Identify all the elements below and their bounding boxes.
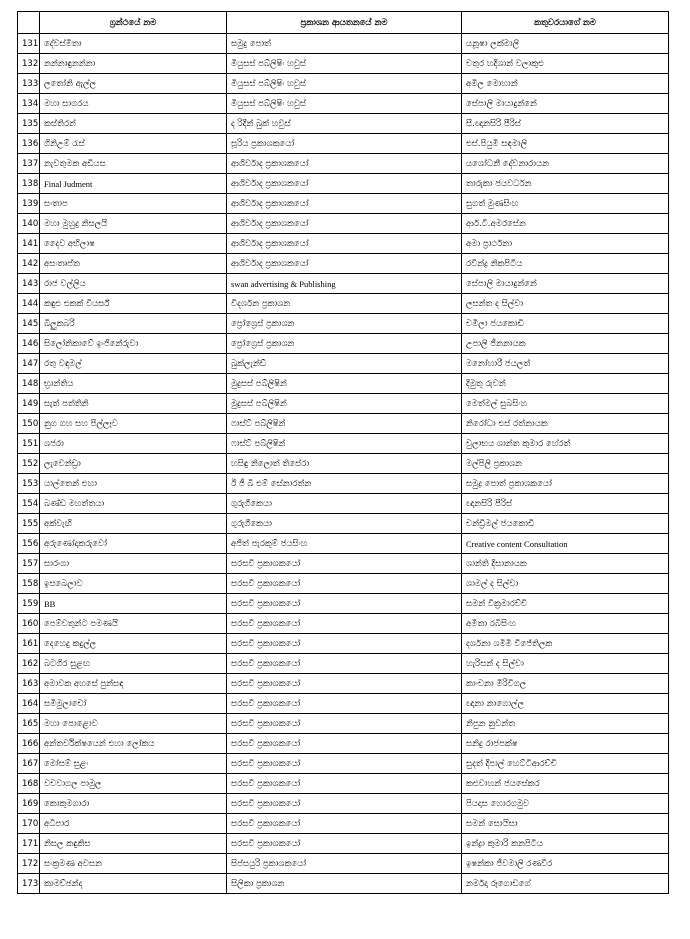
author-name: යනූෂා ලක්මාලි	[462, 34, 669, 54]
book-title: ලැවෙන්ඩ්‍රා	[40, 454, 227, 474]
table-row	[18, 534, 669, 554]
book-title: සංතාප	[40, 194, 227, 214]
book-title: අක්වැඟි	[40, 514, 227, 534]
row-number: 146	[18, 334, 40, 354]
book-title: පෙම්වතුන්ට පමණයි	[40, 614, 227, 634]
publisher-name: සරසවි ප්‍රකාශකයෝ	[227, 714, 462, 734]
book-title: මෝසම් සුළං	[40, 754, 227, 774]
row-number: 171	[18, 834, 40, 854]
publisher-name: සරසවි ප්‍රකාශකයෝ	[227, 794, 462, 814]
table-row	[18, 574, 669, 594]
row-number: 132	[18, 54, 40, 74]
publisher-name: සිප්සයුරි ප්‍රකාශකයෝ	[227, 854, 462, 874]
publisher-name: සරසවි ප්‍රකාශකයෝ	[227, 674, 462, 694]
book-title: මහා මුහුදු නිසලයි	[40, 214, 227, 234]
book-title: බිලුකබරි	[40, 314, 227, 334]
author-name: ඉන්ද්‍රා කුමාරි කනපිටිය	[462, 834, 669, 854]
table-body	[18, 34, 669, 894]
row-number: 153	[18, 474, 40, 494]
book-title: කස්තිරන්	[40, 114, 227, 134]
publisher-name: ද රිදීන් බුක් හවුස්	[227, 114, 462, 134]
book-title: දෙහෙදු කදුල්ල	[40, 634, 227, 654]
author-name: නිපුන නුවන්ත	[462, 714, 669, 734]
publisher-name: සරසවි ප්‍රකාශකයෝ	[227, 754, 462, 774]
publisher-name: ගුරුගීකෙයා	[227, 494, 462, 514]
table-row	[18, 134, 669, 154]
author-name: හැරිසන් ද සිල්වා	[462, 654, 669, 674]
table-row	[18, 794, 669, 814]
publisher-name: ආශිර්වාද ප්‍රකාශකයෝ	[227, 174, 462, 194]
table-row	[18, 54, 669, 74]
row-number: 159	[18, 594, 40, 614]
row-number: 163	[18, 674, 40, 694]
table-row	[18, 294, 669, 314]
row-number: 152	[18, 454, 40, 474]
book-title: අධිපාර	[40, 814, 227, 834]
publisher-name: ප්‍රෝග්‍රෙස් ප්‍රකාශන	[227, 334, 462, 354]
table-row	[18, 774, 669, 794]
author-name: චුලාභය ශාන්ත කුමාර හේරත්	[462, 434, 669, 454]
row-number: 144	[18, 294, 40, 314]
table-row	[18, 354, 669, 374]
table-row	[18, 34, 669, 54]
table-row	[18, 194, 669, 214]
table-row	[18, 874, 669, 894]
book-title: සාරංගා	[40, 554, 227, 574]
row-number: 168	[18, 774, 40, 794]
header-author: කතුවරයාගේ නම	[462, 12, 669, 34]
publisher-name: ප්‍රෝග්‍රෙස් ප්‍රකාශන	[227, 314, 462, 334]
row-number: 158	[18, 574, 40, 594]
author-name: අමා ප්‍රාර්ථනා	[462, 234, 669, 254]
table-row	[18, 634, 669, 654]
author-name: චමිලා ජයකොඩි	[462, 314, 669, 334]
book-title: BB	[40, 594, 227, 614]
row-number: 150	[18, 414, 40, 434]
table-row	[18, 394, 669, 414]
book-title: රාජ වල්ලිය	[40, 274, 227, 294]
table-row	[18, 234, 669, 254]
publisher-name: සරසවි ප්‍රකාශකයෝ	[227, 634, 462, 654]
publisher-name: ආශිර්වාද ප්‍රකාශකයෝ	[227, 254, 462, 274]
book-title: අමාවක අහසේ පුන්සඳ	[40, 674, 227, 694]
author-name: සේපාලි මායාදුන්නේ	[462, 94, 669, 114]
table-row	[18, 734, 669, 754]
author-name: ලසන්ත ද සිල්වා	[462, 294, 669, 314]
row-number: 151	[18, 434, 40, 454]
author-name: සමන් වික්‍රමාරච්චි	[462, 594, 669, 614]
table-row	[18, 374, 669, 394]
author-name: මල්පිලි ප්‍රකාශන	[462, 454, 669, 474]
author-name: කාංචනා මිරිවිගල	[462, 674, 669, 694]
table-row	[18, 214, 669, 234]
table-row	[18, 334, 669, 354]
author-name: යශෝධනී දේවනාරායන	[462, 154, 669, 174]
author-name: සේපාලි මායාදුන්නේ	[462, 274, 669, 294]
table-row	[18, 674, 669, 694]
table-row	[18, 654, 669, 674]
book-title: වචවාගල පාමුල	[40, 774, 227, 794]
publisher-name: සරසවි ප්‍රකාශකයෝ	[227, 814, 462, 834]
row-number: 137	[18, 154, 40, 174]
author-name: සුදත් දීපාල් හෙට්ටිආරච්චි	[462, 754, 669, 774]
publisher-name: සරසවි ප්‍රකාශකයෝ	[227, 834, 462, 854]
table-row	[18, 434, 669, 454]
publisher-name: ආශිර්වාද ප්‍රකාශකයෝ	[227, 214, 462, 234]
row-number: 143	[18, 274, 40, 294]
book-title: යාල්තෙන් එහා	[40, 474, 227, 494]
row-number: 161	[18, 634, 40, 654]
publisher-name: අජිත් පැරකුම් ජයසිංහ	[227, 534, 462, 554]
author-name: සනිදු රාජපක්ෂ	[462, 734, 669, 754]
author-name: එස්.පියුමි සඳමාලි	[462, 134, 669, 154]
books-table	[17, 11, 669, 894]
row-number: 164	[18, 694, 40, 714]
table-row	[18, 174, 669, 194]
author-name: ශාමල් ද සිල්වා	[462, 574, 669, 594]
book-title: කොකුමගාරා	[40, 794, 227, 814]
table-row	[18, 514, 669, 534]
row-number: 148	[18, 374, 40, 394]
author-name: සමන් සොයිසා	[462, 814, 669, 834]
author-name: ඥානා නාගොල්ල	[462, 694, 669, 714]
author-name: සුගත් මුණසිංහ	[462, 194, 669, 214]
author-name: ශාන්ති දිසානායක	[462, 554, 669, 574]
author-name: නර්මදා රූගොඩගේ	[462, 874, 669, 894]
publisher-name: සිලිකා ප්‍රකාශන	[227, 874, 462, 894]
publisher-name: සරසවි ප්‍රකාශකයෝ	[227, 654, 462, 674]
table-row	[18, 614, 669, 634]
author-name: සී.ඥානසිරි පීරිස්	[462, 114, 669, 134]
table-row	[18, 814, 669, 834]
author-name: දර්ශනා ශමිමි විජේතිලක	[462, 634, 669, 654]
book-title: දේවස්මිතා	[40, 34, 227, 54]
row-number: 154	[18, 494, 40, 514]
row-number: 135	[18, 114, 40, 134]
row-number: 172	[18, 854, 40, 874]
publisher-name: ෆාස්ට් පබ්ලිෂින්	[227, 414, 462, 434]
publisher-name: සරසවි ප්‍රකාශකයෝ	[227, 594, 462, 614]
row-number: 165	[18, 714, 40, 734]
author-name: දිමුතු රුවන්	[462, 374, 669, 394]
row-number: 173	[18, 874, 40, 894]
book-title: නිසල කඳුකිස	[40, 834, 227, 854]
book-title: මහා සාගරය	[40, 94, 227, 114]
row-number: 142	[18, 254, 40, 274]
publisher-name: swan advertising & Publishing	[227, 274, 462, 294]
row-number: 145	[18, 314, 40, 334]
author-name: උපාලි ජීනනායක	[462, 334, 669, 354]
publisher-name: ගුරුගීකෙයා	[227, 514, 462, 534]
row-number: 170	[18, 814, 40, 834]
book-title: අරුණෝදාකරුවෝ	[40, 534, 227, 554]
table-row	[18, 94, 669, 114]
book-title: සමිමුලාචෝ	[40, 694, 227, 714]
row-number: 149	[18, 394, 40, 414]
row-number: 138	[18, 174, 40, 194]
row-number: 166	[18, 734, 40, 754]
publisher-name: මුදුසස් පබ්ලිෂින්	[227, 394, 462, 414]
publisher-name: මුදුසස් පබ්ලිෂින්	[227, 374, 462, 394]
row-number: 131	[18, 34, 40, 54]
book-title: බණ්ඩ මහත්තයා	[40, 494, 227, 514]
row-number: 139	[18, 194, 40, 214]
table-row	[18, 274, 669, 294]
publisher-name: සරසවි ප්‍රකාශකයෝ	[227, 554, 462, 574]
publisher-name: සරසවි ප්‍රකාශකයෝ	[227, 694, 462, 714]
row-number: 134	[18, 94, 40, 114]
table-row	[18, 114, 669, 134]
book-title: ශජරා	[40, 434, 227, 454]
row-number: 140	[18, 214, 40, 234]
row-number: 157	[18, 554, 40, 574]
book-title: Final Judment	[40, 174, 227, 194]
table-row	[18, 154, 669, 174]
author-name: සමුද්‍ර පොත් ප්‍රකාශකයෝ	[462, 474, 669, 494]
author-name: මෙත්මල් සුබසිංහ	[462, 394, 669, 414]
book-title: මහා පොළොව	[40, 714, 227, 734]
table-row	[18, 554, 669, 574]
publisher-name: සූරිය ප්‍රකාශකයෝ	[227, 134, 462, 154]
row-number: 160	[18, 614, 40, 634]
author-name: චතුර හදීශාන් වලාකුළු	[462, 54, 669, 74]
publisher-name: සරසවි ප්‍රකාශකයෝ	[227, 734, 462, 754]
book-title: ඉසබෙලාව	[40, 574, 227, 594]
book-title: කඳුළු එකක් වියර්ස්	[40, 294, 227, 314]
header-row	[18, 12, 669, 34]
publisher-name: ෆාස්ට් පබ්ලිෂින්	[227, 434, 462, 454]
book-title: සංක්‍රමණ අවසන	[40, 854, 227, 874]
author-name: ඥානසිරි පීරිස්	[462, 494, 669, 514]
row-number: 136	[18, 134, 40, 154]
publisher-name: ආශිර්වාද ප්‍රකාශකයෝ	[227, 154, 462, 174]
row-number: 167	[18, 754, 40, 774]
header-number	[18, 12, 40, 34]
author-name: ඉෂන්කා ජීවමාලි රණවීර	[462, 854, 669, 874]
author-name: නිරෝධා එස් රත්නායක	[462, 414, 669, 434]
row-number: 133	[18, 74, 40, 94]
book-title: නැවතුමක අඩියස	[40, 154, 227, 174]
header-book-title: ග්‍රන්ථයේ නම	[40, 12, 227, 34]
author-name: අමිල මොහාන්	[462, 74, 669, 94]
row-number: 162	[18, 654, 40, 674]
book-title: ලතෝනි ඇල්ල	[40, 74, 227, 94]
publisher-name: ආශිර්වාද ප්‍රකාශකයෝ	[227, 194, 462, 214]
book-title: දෛව අභිලාෂ	[40, 234, 227, 254]
author-name: තාරුකා ජයවර්ධන	[462, 174, 669, 194]
book-title: සිලෝනිකාවේ ඉංජිනේරුවා	[40, 334, 227, 354]
publisher-name: මියුසස් පබ්ලිෂිං හවුස්	[227, 74, 462, 94]
row-number: 147	[18, 354, 40, 374]
publisher-name: හසිඳු නිලොත් තිසේරා	[227, 454, 462, 474]
author-name: රවින්ද්‍ර නිකපිටිය	[462, 254, 669, 274]
table-row	[18, 314, 669, 334]
book-title: රතු වඳමල්	[40, 354, 227, 374]
table-row	[18, 474, 669, 494]
header-publisher: ප්‍රකාශන ආයතනයේ නම	[227, 12, 462, 34]
publisher-name: සරසවි ප්‍රකාශකයෝ	[227, 614, 462, 634]
author-name: මනෝහාරී ජයලත්	[462, 354, 669, 374]
table-row	[18, 414, 669, 434]
book-title: බටගිර සුළඟ	[40, 654, 227, 674]
table-row	[18, 494, 669, 514]
publisher-name: ඊ ජී බී එම් සේනාරත්න	[227, 474, 462, 494]
book-title: අන්තර්වික්ෂයෙන් එහා ලෝකය	[40, 734, 227, 754]
row-number: 169	[18, 794, 40, 814]
author-name: Creative content Consultation	[462, 534, 669, 554]
table-row	[18, 694, 669, 714]
publisher-name: ආශිර්වාද ප්‍රකාශකයෝ	[227, 234, 462, 254]
book-title: නුග ගහ සහ පිල්ලෑව	[40, 414, 227, 434]
table-row	[18, 714, 669, 734]
row-number: 155	[18, 514, 40, 534]
table-row	[18, 754, 669, 774]
publisher-name: සමුදු පොත්	[227, 34, 462, 54]
author-name: අමිතා රබීසිංහ	[462, 614, 669, 634]
row-number: 156	[18, 534, 40, 554]
author-name: කළුවාහන් ජයසේකර	[462, 774, 669, 794]
table-row	[18, 454, 669, 474]
table-row	[18, 254, 669, 274]
book-title: ගිනිඋම් රැස්	[40, 134, 227, 154]
author-name: චන්ඩ්‍රිමල් ජයකොඩි	[462, 514, 669, 534]
table-row	[18, 854, 669, 874]
row-number: 141	[18, 234, 40, 254]
publisher-name: විදර්ශන ප්‍රකාශන	[227, 294, 462, 314]
book-title: කාමච්ඡන්ද	[40, 874, 227, 894]
book-title: අසංතෘප්ත	[40, 254, 227, 274]
publisher-name: සරසවි ප්‍රකාශකයෝ	[227, 574, 462, 594]
publisher-name: මියුසස් පබ්ලිෂිං හවුස්	[227, 54, 462, 74]
book-title: නන්නාඳුනන්නා	[40, 54, 227, 74]
book-title: සැත් පත්තිනි	[40, 394, 227, 414]
publisher-name: සරසවි ප්‍රකාශකයෝ	[227, 774, 462, 794]
table-row	[18, 594, 669, 614]
table-row	[18, 74, 669, 94]
table-row	[18, 834, 669, 854]
author-name: පියදාස හොරගමුව	[462, 794, 669, 814]
author-name: ආර්.ටී.අමරසේන	[462, 214, 669, 234]
publisher-name: මියුසස් පබ්ලිෂිං හවුස්	[227, 94, 462, 114]
publisher-name: බුක්ලැන්ඩ්	[227, 354, 462, 374]
book-title: භ්‍රාන්තිය	[40, 374, 227, 394]
